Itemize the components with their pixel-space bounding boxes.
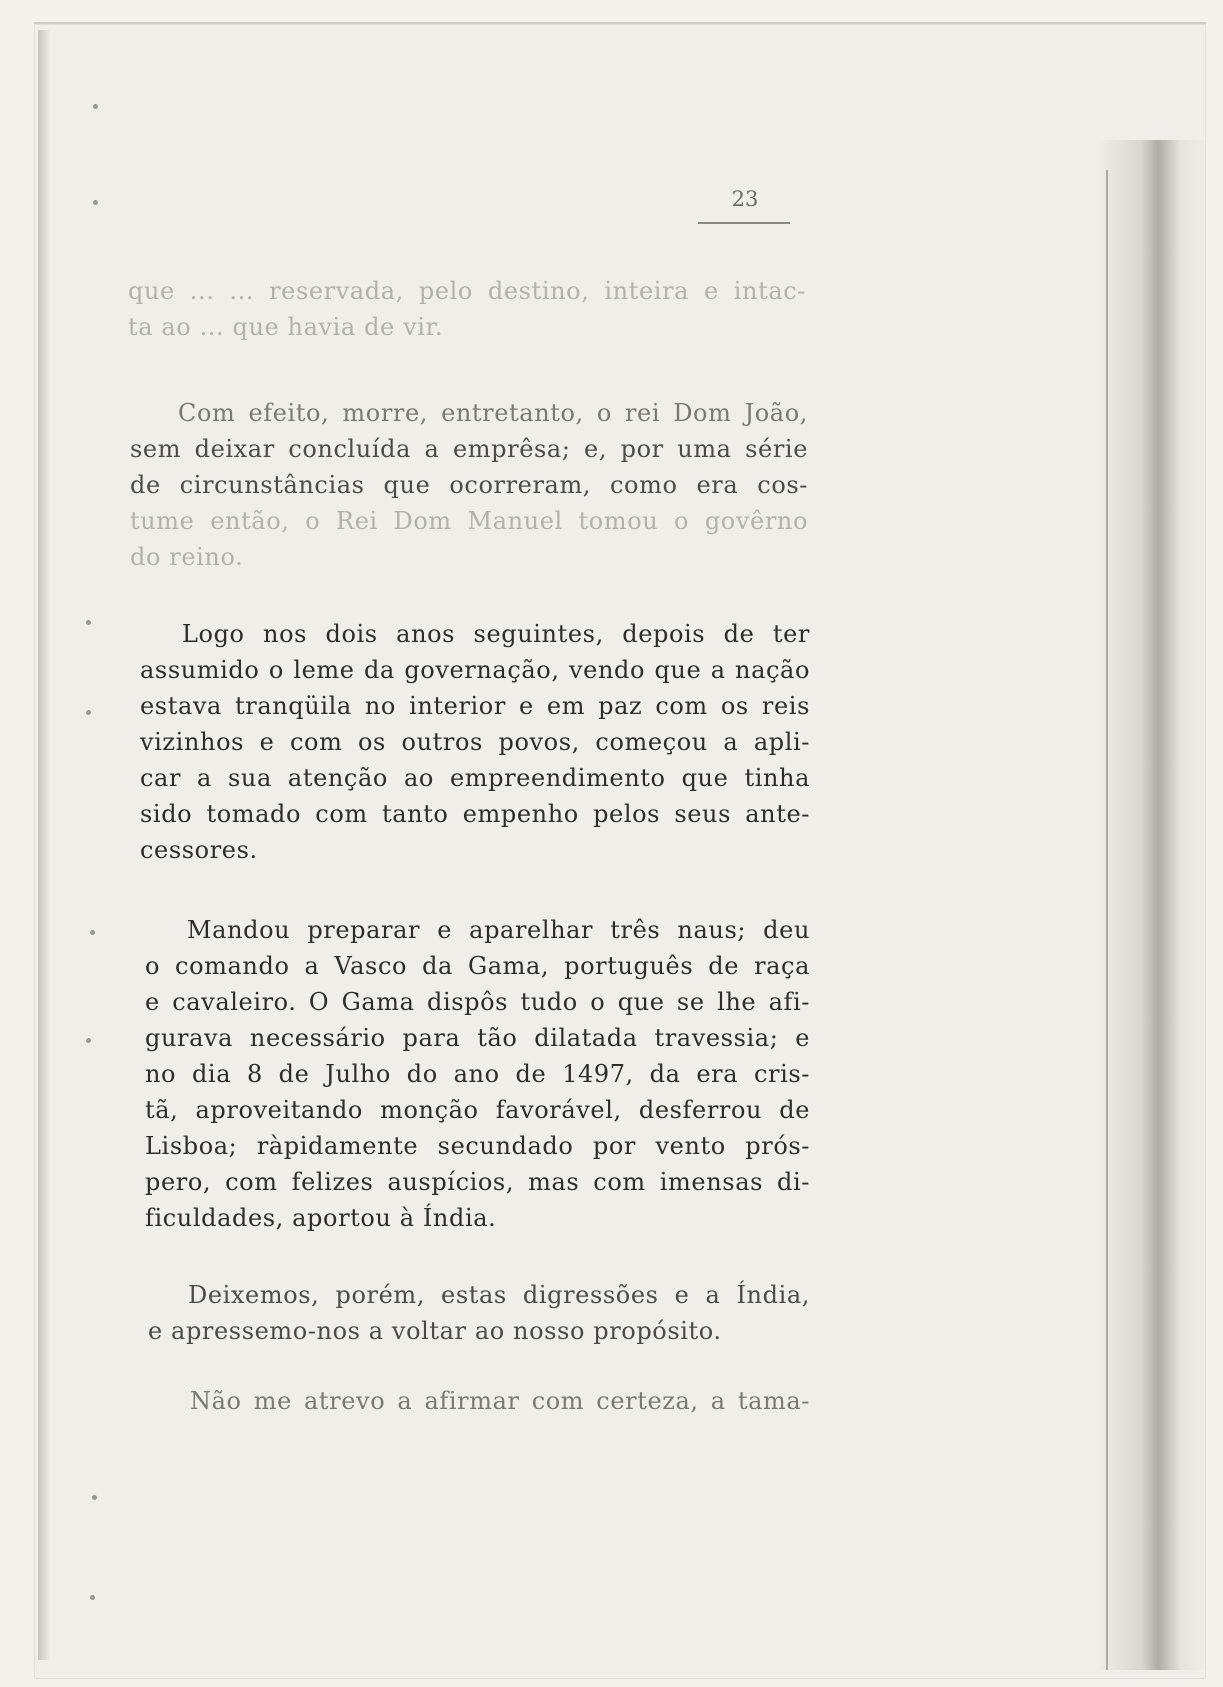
right-binding-line [1106,170,1108,1670]
paragraph-1 [128,273,806,345]
punch-hole [86,620,91,625]
paragraph-5 [148,1277,810,1349]
punch-hole [92,1495,97,1500]
text-line: Não me atrevo a afirmar com certeza, a tama- [190,1387,810,1415]
text-line: de circunstâncias que ocorreram, como era cos- [130,471,808,499]
text-line: tume então, o Rei Dom Manuel tomou o govêrno [130,507,808,535]
punch-hole [90,930,95,935]
paragraph-6 [150,1383,810,1419]
punch-hole [93,200,98,205]
text-line: no dia 8 de Julho do ano de 1497, da era cris- [145,1060,810,1088]
text-line: gurava necessário para tão dilatada travessia; e [145,1024,810,1052]
punch-hole [93,104,98,109]
text-line: ficuldades, aportou à Índia. [145,1204,497,1232]
paragraph-3 [140,616,810,868]
text-line: sem deixar concluída a emprêsa; e, por uma série [130,435,808,463]
text-line: Mandou preparar e aparelhar três naus; deu [187,916,810,944]
page-number: 23 [731,187,759,211]
punch-hole [86,710,91,715]
punch-hole [90,1595,95,1600]
punch-hole [86,1038,91,1043]
text-line: ta ao ... que havia de vir. [128,313,444,341]
page-number-rule [698,222,790,224]
text-line: que ... ... reservada, pelo destino, inteira e intac- [128,277,806,305]
text-line: vizinhos e com os outros povos, começou a apli- [140,728,810,756]
text-line: Com efeito, morre, entretanto, o rei Dom João, [178,399,808,427]
text-line: pero, com felizes auspícios, mas com imensas di- [145,1168,810,1196]
right-binding-shadow [1098,140,1208,1670]
text-line: sido tomado com tanto empenho pelos seus ante- [140,800,810,828]
text-line: assumido o leme da governação, vendo que a nação [140,656,810,684]
text-line: cessores. [140,836,258,864]
paragraph-2 [130,395,808,575]
text-line: car a sua atenção ao empreendimento que tinha [140,764,810,792]
text-line: Deixemos, porém, estas digressões e a Índia, [188,1281,810,1309]
text-line: estava tranqüila no interior e em paz com os reis [140,692,810,720]
text-line: e apressemo-nos a voltar ao nosso propósito. [148,1317,722,1345]
text-line: tã, aproveitando monção favorável, desferrou de [145,1096,810,1124]
text-line: Logo nos dois anos seguintes, depois de ter [182,620,810,648]
left-page-edge-shadow [38,30,50,1660]
text-line: e cavaleiro. O Gama dispôs tudo o que se lhe afi- [145,988,810,1016]
text-line: o comando a Vasco da Gama, português de raça [145,952,810,980]
text-line: do reino. [130,543,244,571]
paragraph-4 [145,912,810,1236]
text-line: Lisboa; ràpidamente secundado por vento prós- [145,1132,810,1160]
